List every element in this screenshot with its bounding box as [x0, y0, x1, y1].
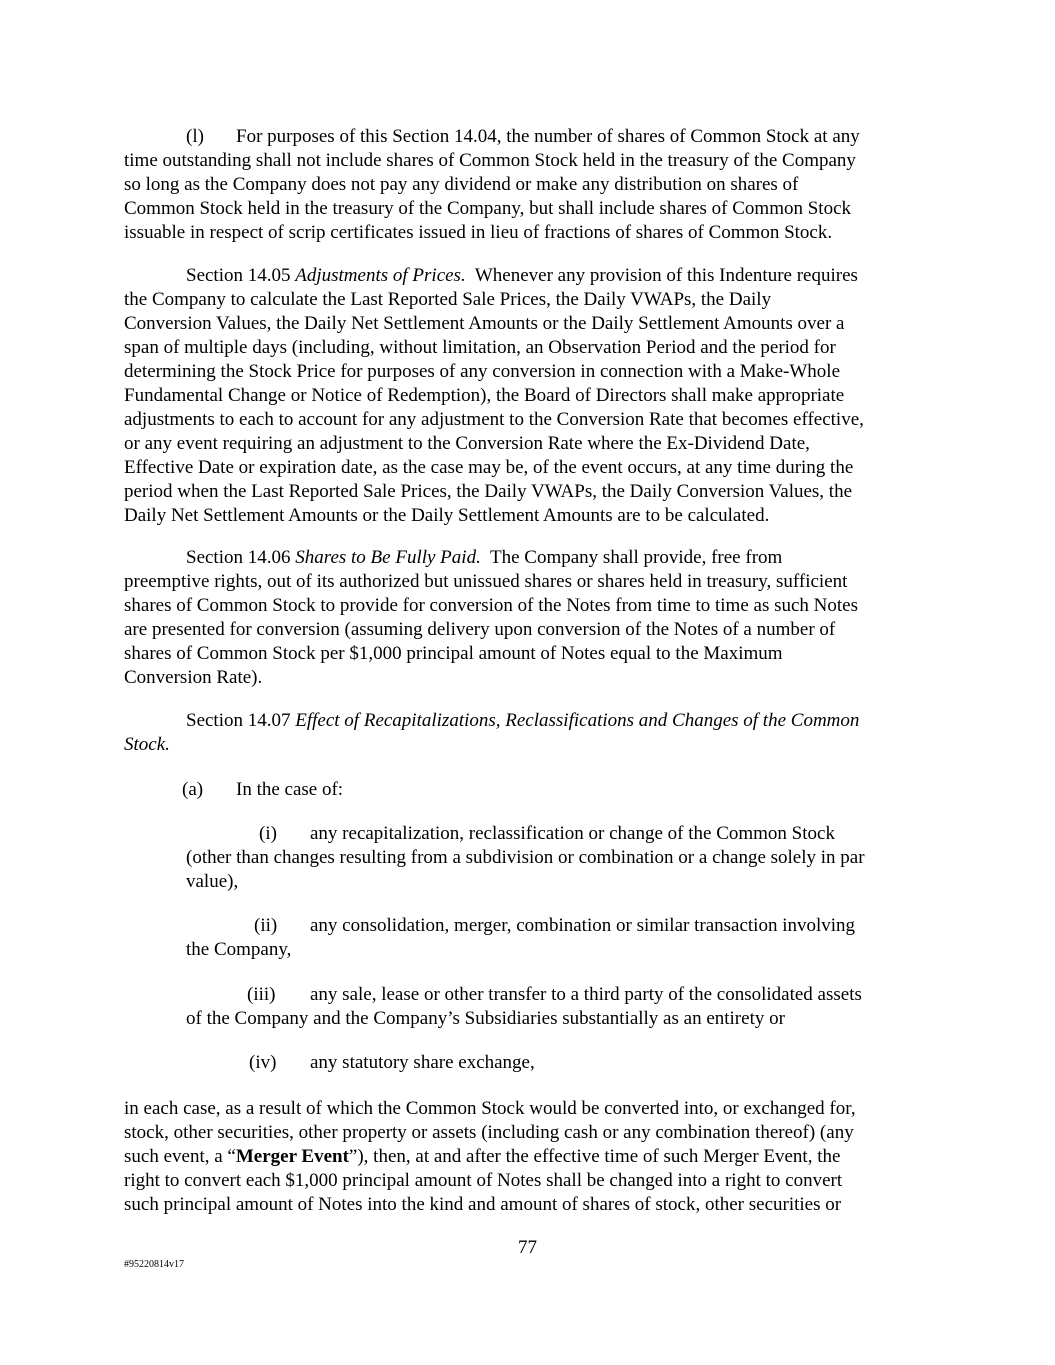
item-iii: (iii) any sale, lease or other transfer to a third party of the consolidated assets of the Company and the Company’s Subsidiaries substantially as an entirety or: [186, 984, 862, 1029]
clause-a: (a) In the case of:: [182, 779, 344, 800]
page-number: 77: [518, 1237, 537, 1258]
item-i-marker: (i): [259, 823, 277, 844]
paragraph-l-marker: (l): [186, 126, 204, 147]
item-iv-marker: (iv): [249, 1052, 277, 1073]
merger-event-term: Merger Event: [235, 1146, 349, 1167]
section-14-07: Section 14.07 Effect of Recapitalizations, Reclassifications and Changes of the Common Stock.: [124, 710, 860, 755]
paragraph-l: (l) For purposes of this Section 14.04, the number of shares of Common Stock at any time outstanding shall not include shares of Common Stock held in the treasury of the Company so long as the Company does not pay any dividend or make any distribution on shares of Common Stock held in the treasury of the Company, but shall include shares of Common Stock issuable in respect of scrip certificates issued in lieu of fractions of shares of Common Stock.: [124, 126, 860, 243]
item-iv: (iv) any statutory share exchange,: [249, 1052, 535, 1073]
closing-paragraph: in each case, as a result of which the Common Stock would be converted into, or exchanged for, stock, other securities, other property or assets (including cash or any combination thereof) (any such event, a “Merger Event”), then, at and after the effective time of such Merger Event, the right to convert each $1,000 principal amount of Notes shall be changed into a right to convert such principal amount of Notes into the kind and amount of shares of stock, other securities or: [124, 1098, 856, 1215]
document-id: #95220814v17: [124, 1259, 184, 1270]
section-14-07-number: Section 14.07: [186, 710, 291, 731]
section-14-05-number: Section 14.05: [186, 265, 291, 286]
section-14-06: Section 14.06 Shares to Be Fully Paid. The Company shall provide, free from preemptive rights, out of its authorized but unissued shares or shares held in treasury, sufficient shares of Common Stock to provide for conversion of the Notes from time to time as such Notes are presented for conversion (assuming delivery upon conversion of the Notes of a number of shares of Common Stock per $1,000 principal amount of Notes equal to the Maximum Conversion Rate).: [124, 547, 859, 688]
section-14-05: Section 14.05 Adjustments of Prices. Whenever any provision of this Indenture requires the Company to calculate the Last Reported Sale Prices, the Daily VWAPs, the Daily Conversion Values, the Daily Net Settlement Amounts or the Daily Settlement Amounts over a span of multiple days (including, without limitation, an Observation Period and the period for determining the Stock Price for purposes of any conversion in connection with a Make-Whole Fundamental Change or Notice of Redemption), the Board of Directors shall make appropriate adjustments to each to account for any adjustment to the Conversion Rate that becomes effective, or any event requiring an adjustment to the Conversion Rate where the Ex-Dividend Date, Effective Date or expiration date, as the case may be, of the event occurs, at any time during the period when the Last Reported Sale Prices, the Daily VWAPs, the Daily Conversion Values, the Daily Net Settlement Amounts or the Daily Settlement Amounts are to be calculated.: [124, 265, 864, 526]
item-ii-marker: (ii): [254, 915, 278, 936]
item-ii: (ii) any consolidation, merger, combination or similar transaction involving the Company,: [186, 915, 856, 960]
section-14-05-title: Adjustments of Prices.: [295, 265, 466, 286]
section-14-07-title: Effect of Recapitalizations, Reclassifications and Changes of the Common: [295, 710, 860, 731]
item-iii-marker: (iii): [247, 984, 276, 1005]
section-14-06-title: Shares to Be Fully Paid.: [295, 547, 481, 568]
clause-a-marker: (a): [182, 779, 204, 800]
section-14-06-number: Section 14.06: [186, 547, 291, 568]
item-i: (i) any recapitalization, reclassification or change of the Common Stock (other than changes resulting from a subdivision or combination or a change solely in par value),: [186, 823, 865, 892]
